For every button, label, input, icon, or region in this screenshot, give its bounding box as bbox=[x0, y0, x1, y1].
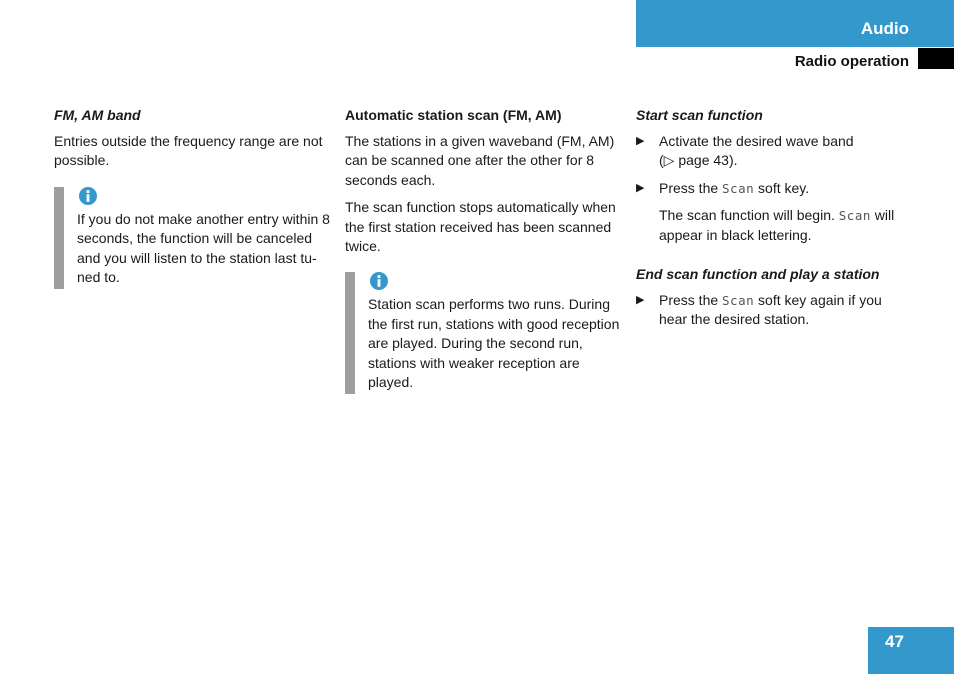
bullet-arrow-icon: ▶ bbox=[636, 135, 645, 147]
info-note bbox=[54, 187, 336, 290]
column-scan-instructions bbox=[636, 106, 908, 338]
info-note bbox=[345, 272, 620, 394]
note-bar bbox=[54, 187, 64, 290]
page-number: 47 bbox=[885, 632, 904, 651]
info-icon bbox=[370, 272, 388, 290]
instruction-step: ▶ Activate the desired wave band (▷ page 43). bbox=[636, 133, 854, 169]
paragraph-scan-waveband: The stations in a given waveband (FM, AM) can be scanned one after the other for 8 seconds each. bbox=[345, 133, 615, 188]
column-automatic-station-scan bbox=[345, 106, 620, 394]
heading-fm-am-band: FM, AM band bbox=[54, 107, 141, 123]
bullet-arrow-icon: ▶ bbox=[636, 294, 645, 307]
page-ref-arrow-icon: ▷ bbox=[663, 152, 675, 169]
note-text: If you do not make another entry within 8 seconds, the function will be canceled and you will listen to the station last tu-ned to. bbox=[77, 210, 330, 286]
result-text: will appear in black lettering. bbox=[659, 207, 895, 243]
soft-key-label: Scan bbox=[722, 180, 755, 196]
heading-start-scan: Start scan function bbox=[636, 107, 763, 123]
column-fm-am-band bbox=[54, 106, 336, 289]
note-text: Station scan performs two runs. During the first run, stations with good reception are played. During the second run, stations with weaker reception are played. bbox=[368, 296, 620, 391]
step-text: Activate the desired wave band bbox=[659, 133, 854, 149]
heading-end-scan: End scan function and play a station bbox=[636, 266, 880, 283]
subsection-title: Radio operation bbox=[794, 53, 909, 70]
step-text: Press the bbox=[659, 179, 719, 196]
instruction-step bbox=[636, 291, 908, 330]
section-tab-marker bbox=[918, 48, 954, 69]
section-title: Audio bbox=[860, 19, 909, 38]
heading-automatic-station-scan: Automatic station scan (FM, AM) bbox=[345, 107, 562, 123]
step-text: Press the bbox=[659, 292, 719, 309]
instruction-step bbox=[636, 179, 908, 198]
result-text: The scan function will begin. bbox=[659, 207, 835, 224]
page-reference: page 43). bbox=[678, 152, 738, 169]
instruction-result bbox=[636, 206, 908, 245]
soft-key-label: Scan bbox=[838, 208, 871, 224]
soft-key-label: Scan bbox=[722, 293, 755, 309]
info-icon bbox=[79, 187, 97, 205]
bullet-arrow-icon: ▶ bbox=[636, 181, 645, 194]
step-text: soft key again if you hear the desired station. bbox=[659, 292, 882, 328]
note-bar bbox=[345, 272, 355, 394]
step-text: soft key. bbox=[758, 179, 810, 196]
page-number-box bbox=[868, 627, 954, 674]
paragraph-scan-stops: The scan function stops automatically when the first station received has been scanned twice. bbox=[345, 199, 616, 255]
paragraph-frequency-range: Entries outside the frequency range are not possible. bbox=[54, 133, 323, 169]
